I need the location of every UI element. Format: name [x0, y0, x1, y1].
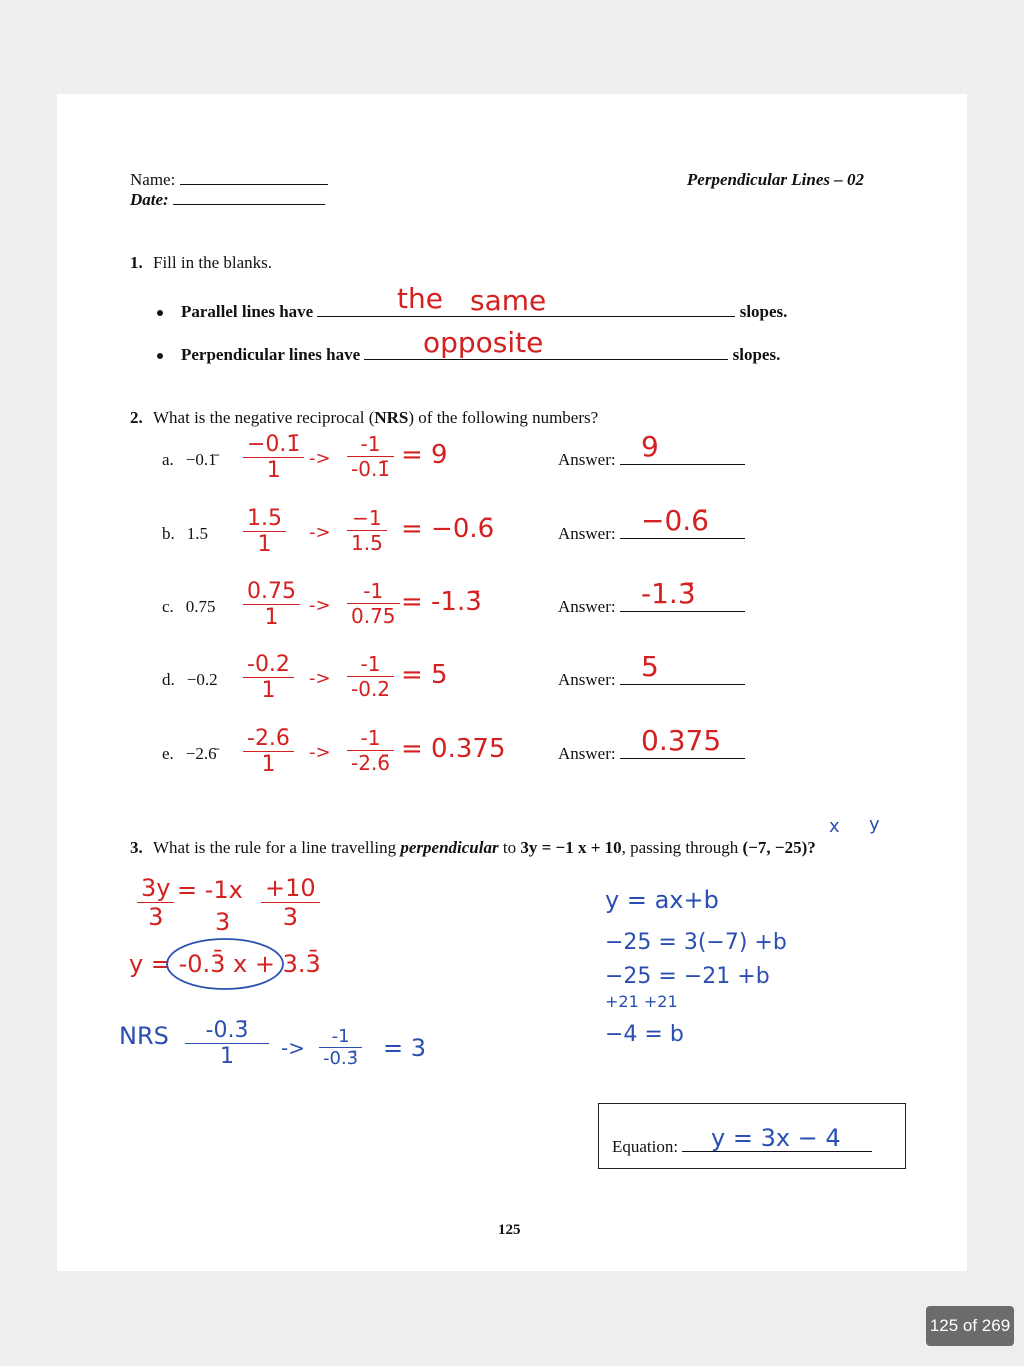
q2-answer-field: Answer:: [558, 450, 745, 470]
q2-work-fraction: $\frac{-0.2}{1}$: [243, 652, 294, 703]
perpendicular-blank: [364, 345, 728, 360]
parallel-answer-the: the: [397, 282, 443, 315]
q2-arrow: ->: [309, 742, 331, 763]
nrs-reciprocal: $\frac{-1}{-0.3̄}$: [319, 1026, 362, 1069]
date-blank: [173, 190, 325, 205]
q2-work-fraction: $\frac{0.75}{1}$: [243, 579, 300, 630]
circled-slope: [163, 934, 287, 994]
q1-parallel-line: Parallel lines have slopes.: [157, 302, 787, 322]
red-work-line2: y = -0.3̄ x + 3.3̄: [129, 950, 321, 978]
q2-answer: 5: [641, 650, 659, 683]
name-blank: [180, 170, 328, 185]
q2-reciprocal-fraction: $\frac{-1}{-0.1̄}$: [347, 432, 394, 481]
q2-arrow: ->: [309, 668, 331, 689]
q2-result: = −0.6̄: [401, 514, 495, 544]
nrs-label: NRS: [119, 1022, 169, 1050]
q2-reciprocal-fraction: $\frac{-1}{-0.2}$: [347, 652, 394, 701]
q2-item-label: c. 0.75: [162, 597, 216, 616]
q2-answer-blank: [620, 670, 745, 685]
q2-item-label: b. 1.5: [162, 524, 208, 543]
red-work-frac-right: $\frac{+10}{3}$: [261, 874, 320, 931]
q2-answer-blank: [620, 450, 745, 465]
blue-work-line: −25 = 3(−7) +b: [605, 930, 787, 955]
nrs-result: = 3: [383, 1034, 427, 1062]
red-work-den-mid: 3: [215, 908, 231, 936]
equation-label: Equation:: [612, 1137, 872, 1157]
q2-result: = 0.375: [401, 734, 506, 764]
q2-answer: 0.375: [641, 724, 722, 757]
q2-reciprocal-fraction: $\frac{-1}{0.75}$: [347, 579, 400, 628]
parallel-answer-same: same: [470, 284, 547, 317]
red-work-mid: = -1x: [177, 876, 243, 904]
q2-work-fraction: $\frac{1.5}{1}$: [243, 506, 286, 557]
q3-heading: 3. What is the rule for a line travelling perpendicular to 3y = −1 x + 10, passing through (−7, −25)?: [130, 838, 816, 857]
equation-answer: y = 3x − 4: [711, 1124, 841, 1152]
q2-answer: −0.6̄: [641, 504, 709, 537]
q2-result: = 5: [401, 660, 448, 690]
perpendicular-answer: opposite: [423, 326, 544, 359]
point-y-mark: y: [869, 814, 880, 835]
q2-answer-field: Answer:: [558, 744, 745, 764]
q2-result: = 9: [401, 440, 448, 470]
blue-work-line: −25 = −21 +b: [605, 964, 770, 989]
q2-item-label: a. −0.1̄: [162, 450, 217, 469]
bullet: [157, 353, 163, 359]
q2-item-label: d. −0.2: [162, 670, 218, 689]
point-x-mark: x: [829, 816, 840, 837]
red-work-frac-left: $\frac{3y}{3}$: [137, 874, 174, 931]
q2-result: = -1.3̄: [401, 587, 482, 617]
q2-reciprocal-fraction: $\frac{-1}{-2.6̄}$: [347, 726, 394, 775]
q1-heading: 1. Fill in the blanks.: [130, 253, 272, 272]
equation-box: [598, 1103, 906, 1169]
q2-reciprocal-fraction: $\frac{-1}{1.5}$: [347, 506, 387, 555]
q2-answer: 9: [641, 430, 659, 463]
bullet: [157, 310, 163, 316]
q2-answer-field: Answer:: [558, 597, 745, 617]
blue-work-line: +21 +21: [605, 992, 678, 1011]
q2-arrow: ->: [309, 448, 331, 469]
q2-answer: -1.3̄: [641, 577, 696, 610]
page-counter: 125 of 269: [926, 1306, 1014, 1346]
blue-work-line: −4 = b: [605, 1022, 684, 1047]
q2-work-fraction: $\frac{-2.6̄}{1}$: [243, 726, 294, 777]
blue-work-line: y = ax+b: [605, 886, 719, 914]
q1-perpendicular-line: Perpendicular lines have slopes.: [157, 345, 780, 365]
date-field: Date:: [130, 190, 325, 210]
q2-answer-field: Answer:: [558, 524, 745, 544]
worksheet-title: Perpendicular Lines – 02: [686, 170, 864, 189]
q2-item-label: e. −2.6̄: [162, 744, 217, 763]
name-field: Name:: [130, 170, 328, 190]
worksheet-page: [57, 94, 967, 1271]
q2-answer-field: Answer:: [558, 670, 745, 690]
page-number: 125: [498, 1222, 521, 1238]
q2-work-fraction: $\frac{-0.1̄}{1}$: [243, 432, 304, 483]
nrs-arrow: ->: [281, 1036, 305, 1060]
nrs-frac: $\frac{-0.3̄}{1}$: [185, 1018, 269, 1069]
q2-heading: 2. What is the negative reciprocal (NRS) of the following numbers?: [130, 408, 599, 427]
q2-arrow: ->: [309, 595, 331, 616]
q2-arrow: ->: [309, 522, 331, 543]
